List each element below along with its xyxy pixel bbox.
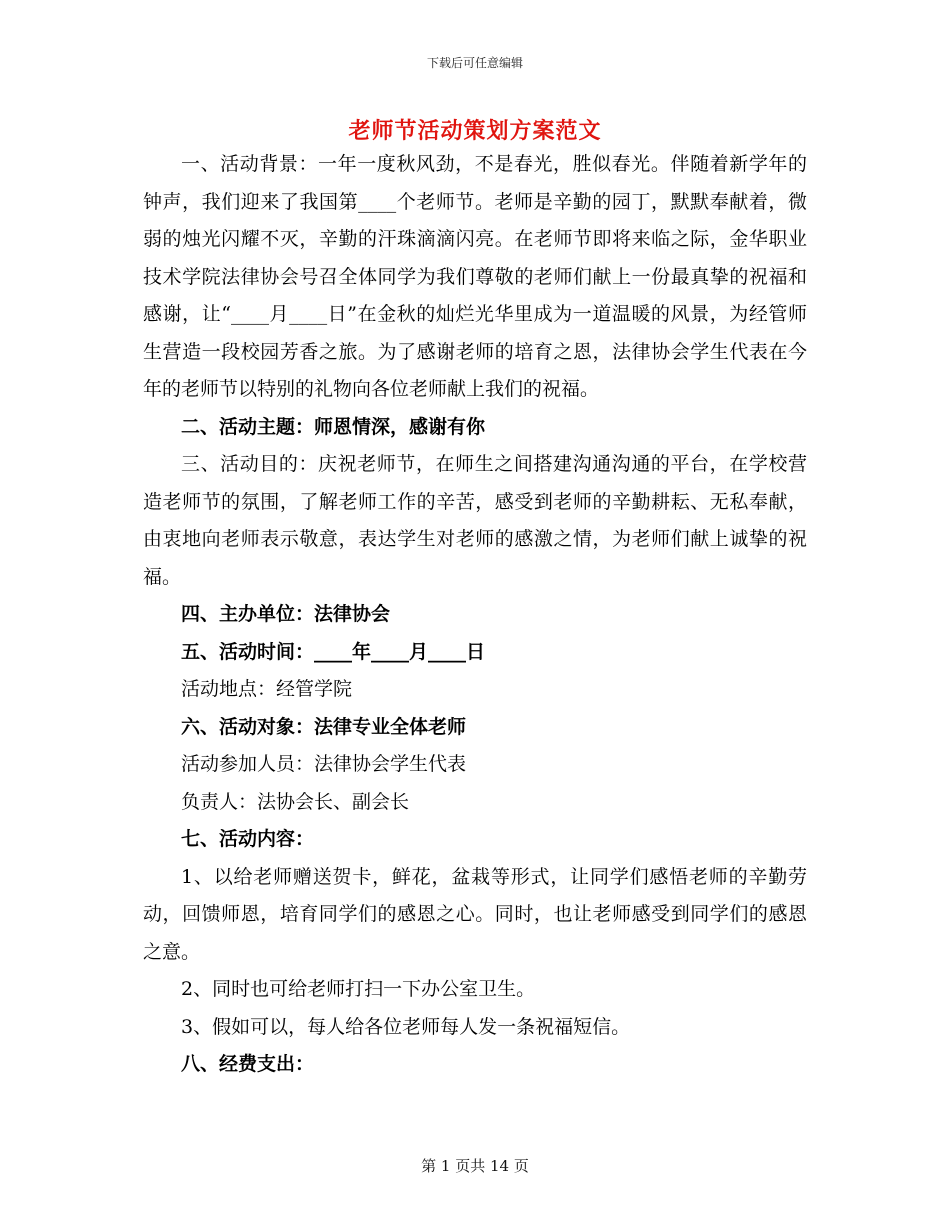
paragraph-purpose: 三、活动目的：庆祝老师节，在师生之间搭建沟通沟通的平台，在学校营造老师节的氛围，了解老师工作的辛苦，感受到老师的辛勤耕耘、无私奉献，由衷地向老师表示敬意，表达学生对老师的感激之情，为老师们献上诚挚的祝福。 [143,453,807,588]
paragraph-organizer: 四、主办单位：法律协会 [181,603,391,625]
paragraph-background: 一、活动背景：一年一度秋风劲，不是春光，胜似春光。伴随着新学年的钟声，我们迎来了我国第____个老师节。老师是辛勤的园丁，默默奉献着，微弱的烛光闪耀不灭，辛勤的汗珠滴滴闪亮。在老师节即将来临之际，金华职业技术学院法律协会号召全体同学为我们尊敬的老师们献上一份最真挚的祝福和感谢，让“____月____日”在金秋的灿烂光华里成为一道温暖的风景，为经管师生营造一段校园芳香之旅。为了感谢老师的培育之恩，法律协会学生代表在今年的老师节以特别的礼物向各位老师献上我们的祝福。 [143,153,807,400]
paragraph-budget-heading: 八、经费支出： [181,1053,315,1075]
paragraph-participants: 活动参加人员：法律协会学生代表 [181,753,467,775]
paragraph-theme: 二、活动主题：师恩情深，感谢有你 [181,415,486,438]
paragraph-content-heading: 七、活动内容： [181,828,315,850]
paragraph-audience: 六、活动对象：法律专业全体老师 [181,715,467,738]
page-footer: 第 1 页共 14 页 [421,1157,529,1175]
paragraph-time: 五、活动时间：____年____月____日 [181,640,486,663]
paragraph-location: 活动地点：经管学院 [181,678,353,700]
document-title: 老师节活动策划方案范文 [348,118,602,144]
paragraph-responsible: 负责人：法协会长、副会长 [181,790,410,813]
header-note: 下载后可任意编辑 [426,56,523,70]
paragraph-content-item-3: 3、假如可以，每人给各位老师每人发一条祝福短信。 [181,1015,631,1038]
paragraph-content-item-1: 1、以给老师赠送贺卡，鲜花，盆栽等形式，让同学们感悟老师的辛勤劳动，回馈师恩，培育同学们的感恩之心。同时，也让老师感受到同学们的感恩之意。 [143,865,807,963]
document-body [143,146,807,1084]
paragraph-content-item-2: 2、同时也可给老师打扫一下办公室卫生。 [181,978,536,1000]
